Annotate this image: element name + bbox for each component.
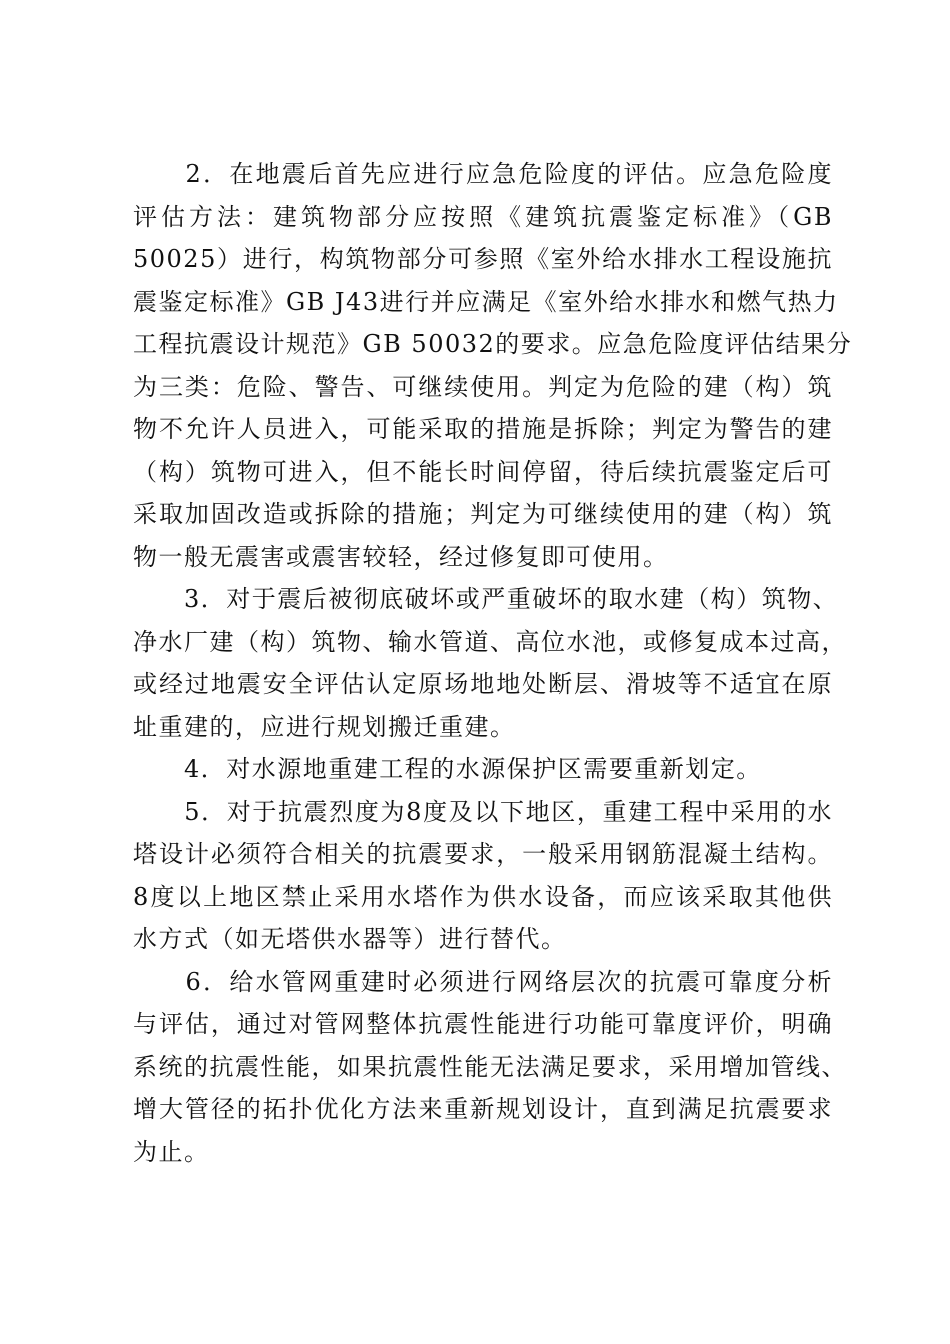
text-line: 为止。 xyxy=(133,1137,210,1166)
text-line: 增大管径的拓扑优化方法来重新规划设计，直到满足抗震要求 xyxy=(133,1095,833,1123)
text-line: 6．给水管网重建时必须进行网络层次的抗震可靠度分析 xyxy=(133,967,833,996)
text-line: 塔设计必须符合相关的抗震要求，一般采用钢筋混凝土结构。 xyxy=(133,840,833,868)
text-line: 净水厂建（构）筑物、输水管道、高位水池，或修复成本过高， xyxy=(133,627,847,656)
paragraph-item-6 xyxy=(133,961,847,1174)
paragraph-item-2 xyxy=(133,153,853,578)
text-line: 为三类：危险、警告、可继续使用。判定为危险的建（构）筑 xyxy=(133,372,833,401)
text-line: 物一般无震害或震害较轻，经过修复即可使用。 xyxy=(133,542,669,571)
paragraph-item-5 xyxy=(133,791,833,961)
text-line: 震鉴定标准》GB J43进行并应满足《室外给水排水和燃气热力 xyxy=(133,287,839,316)
paragraph-item-4 xyxy=(133,748,833,791)
text-line: 水方式（如无塔供水器等）进行替代。 xyxy=(133,925,567,953)
paragraph-item-3 xyxy=(133,578,847,748)
text-line: 系统的抗震性能，如果抗震性能无法满足要求，采用增加管线、 xyxy=(133,1052,847,1081)
text-line: 5．对于抗震烈度为8度及以下地区，重建工程中采用的水 xyxy=(133,797,833,826)
text-line: 或经过地震安全评估认定原场地地处断层、滑坡等不适宜在原 xyxy=(133,670,833,698)
text-line: 50025）进行，构筑物部分可参照《室外给水排水工程设施抗 xyxy=(133,245,833,273)
text-line: 8度以上地区禁止采用水塔作为供水设备，而应该采取其他供 xyxy=(133,882,833,911)
document-body xyxy=(133,153,853,1173)
text-line: 2．在地震后首先应进行应急危险度的评估。应急危险度 xyxy=(133,160,833,188)
text-line: 采取加固改造或拆除的措施；判定为可继续使用的建（构）筑 xyxy=(133,500,833,528)
text-line: 评估方法：建筑物部分应按照《建筑抗震鉴定标准》（GB xyxy=(133,202,833,231)
text-line: 工程抗震设计规范》GB 50032的要求。应急危险度评估结果分 xyxy=(133,330,853,358)
text-line: 3．对于震后被彻底破坏或严重破坏的取水建（构）筑物、 xyxy=(133,585,839,613)
text-line: 址重建的，应进行规划搬迁重建。 xyxy=(133,712,516,741)
text-line: 与评估，通过对管网整体抗震性能进行功能可靠度评价，明确 xyxy=(133,1010,833,1038)
text-line: 物不允许人员进入，可能采取的措施是拆除；判定为警告的建 xyxy=(133,415,833,443)
text-line: （构）筑物可进入，但不能长时间停留，待后续抗震鉴定后可 xyxy=(133,457,833,486)
text-line: 4．对水源地重建工程的水源保护区需要重新划定。 xyxy=(133,755,762,783)
